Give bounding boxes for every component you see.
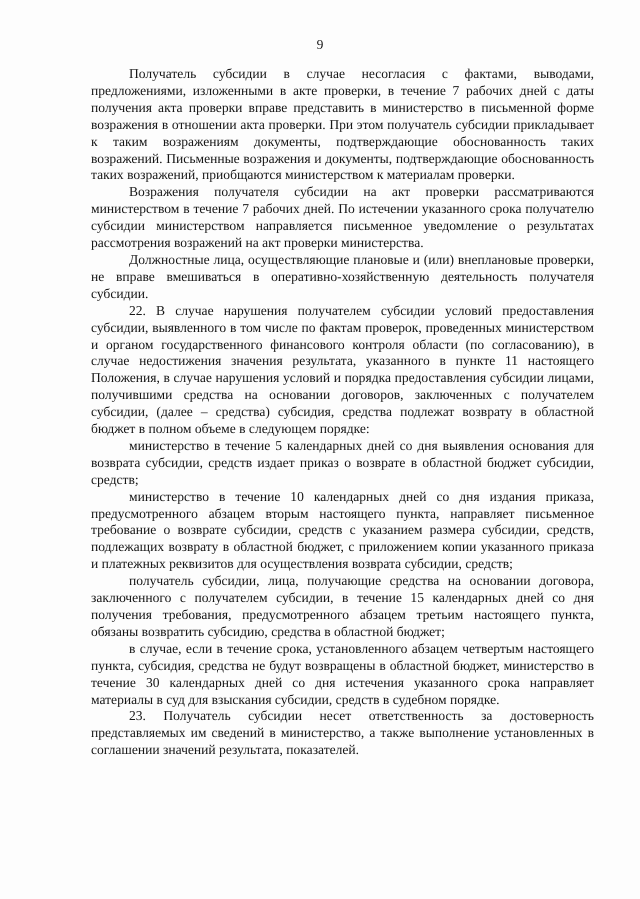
paragraph-objections-submission: Получатель субсидии в случае несогласия с фактами, выводами, предложениями, изложенными в акте проверки, в течение 7 рабочих дней с даты получения акта проверки вправе представить в министерство в письменной форме возражения в отношении акта проверки. При этом получатель субсидии прикладывает к таким возражениям документы, подтверждающие обоснованность таких возражений. Письменные возражения и документы, подтверждающие обоснованность таких возражений, приобщаются министерством к материалам проверки. <box>91 66 594 183</box>
document-body <box>91 66 594 759</box>
paragraph-officials-restriction: Должностные лица, осуществляющие плановые и (или) внеплановые проверки, не вправе вмешиваться в оперативно-хозяйственную деятельность получателя субсидии. <box>91 251 594 301</box>
paragraph-return-request: министерство в течение 10 календарных дней со дня издания приказа, предусмотренного абзацем вторым настоящего пункта, направляет письменное требование о возврате субсидии, средств с указанием размера субсидии, средств, подлежащих возврату в областной бюджет, с приложением копии указанного приказа и платежных реквизитов для осуществления возврата субсидии, средств; <box>91 488 594 572</box>
paragraph-objections-review: Возражения получателя субсидии на акт проверки рассматриваются министерством в течение 7 рабочих дней. По истечении указанного срока получателю субсидии министерством направляется письменное уведомление о результатах рассмотрения возражений на акт проверки министерства. <box>91 184 594 251</box>
paragraph-return-obligation: получатель субсидии, лица, получающие средства на основании договора, заключенного с получателем субсидии, в течение 15 календарных дней со дня получения требования, предусмотренного абзацем третьим настоящего пункта, обязаны возвратить субсидию, средства в областной бюджет; <box>91 573 594 639</box>
paragraph-item-23: 23. Получатель субсидии несет ответственность за достоверность представляемых им сведений в министерство, а также выполнение установленных в соглашении значений результата, показателей. <box>91 708 594 758</box>
paragraph-return-order: министерство в течение 5 календарных дней со дня выявления основания для возврата субсидии, средств издает приказ о возврате в областной бюджет субсидии, средств; <box>91 437 594 487</box>
paragraph-item-22: 22. В случае нарушения получателем субсидии условий предоставления субсидии, выявленного в том числе по фактам проверок, проведенных министерством и органом государственного финансового контроля области (по согласованию), в случае недостижения значения результата, указанного в пункте 11 настоящего Положения, в случае нарушения условий и порядка предоставления субсидии лицами, получившими средства на основании договоров, заключенных с получателем субсидии, (далее – средства) субсидия, средства подлежат возврату в областной бюджет в полном объеме в следующем порядке: <box>91 302 594 437</box>
paragraph-court-recovery: в случае, если в течение срока, установленного абзацем четвертым настоящего пункта, субсидия, средства не будут возвращены в областной бюджет, министерство в течение 30 календарных дней со дня истечения указанного срока направляет материалы в суд для взыскания субсидии, средств в судебном порядке. <box>91 640 594 707</box>
page-number: 9 <box>316 37 324 52</box>
